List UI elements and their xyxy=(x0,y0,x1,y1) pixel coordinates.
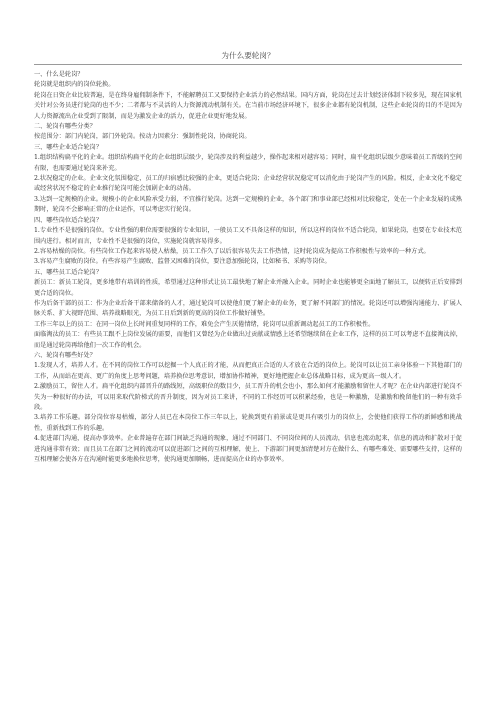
section-heading: 五、哪些员工适合轮岗？ xyxy=(34,268,103,276)
body-paragraph: 3.培养工作乐趣。部分岗位容易枯燥，部分人员已在本岗位工作三年以上，轮换到更有前景或是更具有吸引力的岗位上，会使他们获得工作的新鲜感和挑战性，重新找到工作的乐趣。 xyxy=(34,414,462,432)
section-heading: 四、哪些岗位适合轮岗？ xyxy=(34,216,103,224)
body-paragraph: 按范围分：部门内轮岗，部门外轮岗。按动力因素分：强制性轮岗，协商轮岗。 xyxy=(34,133,251,141)
body-paragraph: 面临淘汰的员工：有些员工跟不上岗位发展的需要，而他们又曾经为企业做出过贡献或情感上还希望继续留在企业工作，这样的员工可以考虑不直接淘汰掉，而是通过轮岗再给他们一次工作的机会。 xyxy=(34,331,462,349)
body-paragraph: 工作三年以上的员工：在同一岗位上长时间重复同样的工作，难免会产生厌倦情绪，轮岗可以重新调动起员工的工作积极性。 xyxy=(34,320,375,328)
page-header-title: 为什么要轮岗？ xyxy=(221,51,275,60)
body-paragraph: 1.专业性不是很强的岗位。专业性强的职位需要很强的专业知识，一般员工又不具备这样的知识，所以这样的岗位不适合轮岗，如果轮岗，也要在专业技术范围内进行。相对而言，专业性不是很强的岗位，实施轮岗就容易得多。 xyxy=(34,227,462,245)
section-heading: 二、轮岗有哪些分类？ xyxy=(34,123,96,131)
body-paragraph: 新员工：新员工轮岗，更多地带有培训的性质，希望通过这种形式让员工最快地了解企业并融入企业。同时企业也能够更全面地了解员工，以便转正后安排到更合适的岗位。 xyxy=(34,279,462,297)
section-heading: 六、轮岗有哪些好处？ xyxy=(34,351,96,359)
body-paragraph: 2.激励员工，留住人才。扁平化组织内部晋升的路线短，高级职位的数目少，员工晋升的机会也小，那么如何才能激励和留住人才呢？在企业内部进行轮岗不失为一种很好的办法，可以用来取代阶梯式的晋升制度，因为对员工来讲，不同的工作经历可以积累经验，也是一种激励，是激励和挽留他们的一种有效手段。 xyxy=(34,383,462,411)
body-paragraph: 作为后备干部的员工：作为企业后备干部来储备的人才，通过轮岗可以使他们更了解企业的业务，更了解不同部门的情况。轮岗还可以增强沟通能力、扩展人脉关系、扩大视野范围、培养战略眼光，为员工日后到新的更高的岗位工作做好铺垫。 xyxy=(34,299,462,318)
body-paragraph: 2.状况稳定的企业。企业文化氛围稳定，员工的归宿感比较强的企业，更适合轮岗；企业经营状况稳定可以消化由于轮岗产生的风险。相反，企业文化不稳定或经营状况不稳定的企业推行轮岗可能会加剧企业的动荡。 xyxy=(34,175,462,193)
header-divider xyxy=(34,64,462,65)
body-paragraph: 轮岗就是组织内的岗位轮换。 xyxy=(34,81,115,89)
section-heading: 三、哪些企业适合轮岗？ xyxy=(34,143,103,151)
body-paragraph: 3.容易产生腐败的岗位。有些容易产生腐败、监督又困难的岗位，要注意加强轮岗，比如秘书、采购等岗位。 xyxy=(34,258,331,266)
section-heading: 一、什么是轮岗？ xyxy=(34,71,84,78)
document-body xyxy=(34,70,462,465)
body-paragraph: 3.达到一定规模的企业。规模小的企业风险承受力弱，不宜推行轮岗。达到一定规模的企业，各个部门和事业部已经相对比较稳定，处在一个企业发展的成熟期时，轮岗不会影响正常的企业运作，可以考虑实行轮岗。 xyxy=(34,195,462,214)
body-paragraph: 2.容易枯燥的岗位。有些岗位工作起来容易使人枯燥，员工工作久了以后很容易失去工作热情，这时轮岗成为提高工作积极性与效率的一种方式。 xyxy=(34,247,430,255)
body-paragraph: 轮岗在日资企业比较普遍，是在终身雇佣制条件下，不能解聘员工又要保持企业活力的必然结果。国内方面，轮岗在过去计划经济体制下较多见，现在国家机关针对公务员进行轮岗的也不少；二者都与不灵活的人力资源流动机制有关。在当前市场经济环境下，很多企业都有轮岗机制，这些企业轮岗的目的不是因为人力资源流出企业受到了限制，而是为激发企业的活力，促进企业更好地发展。 xyxy=(34,91,462,120)
body-paragraph: 1.组织结构扁平化的企业。组织结构扁平化的企业组织层级少，轮岗涉及的利益越少，操作起来相对越容易；同时，扁平化组织层级少意味着员工晋级的空间有限，也需要通过轮岗来补充。 xyxy=(34,154,462,172)
body-paragraph: 1.发现人才，培养人才。在不同的岗位工作可以挖掘一个人真正的才能，从而把真正合适的人才放在合适的岗位上。轮岗可以让员工亲身体验一下其他部门的工作，从而站在更高、更广的角度上思考问题，培养换位思考意识，增加协作精神，更好地把握企业总体战略目标，成为更高一级人才。 xyxy=(34,362,462,380)
body-paragraph: 4.促进部门沟通，提高办事效率。企业普遍存在部门间缺乏沟通的现象，通过不同部门、不同岗位间的人员流动，信息也流动起来，信息的流动和扩散对于促进沟通非常有效；而且员工在部门之间的流动可以促进部门之间的互相理解，使上、下游部门间更加清楚对方在做什么、有哪些难处、需要哪些支持，这样的互相理解会使各方在沟通时能更多地换位思考，使沟通更加顺畅，进而提高企业的办事效率。 xyxy=(34,435,462,464)
